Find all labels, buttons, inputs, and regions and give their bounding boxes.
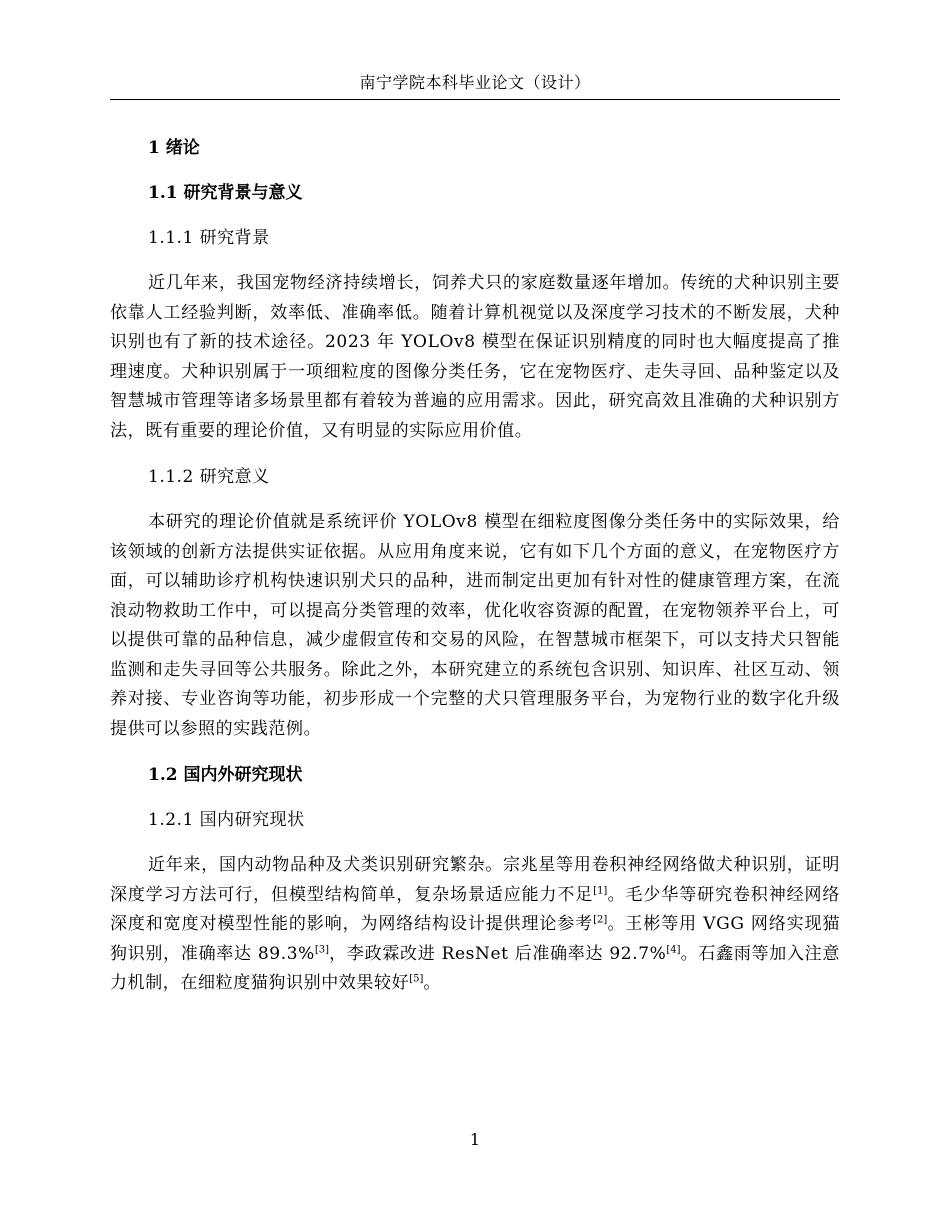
header-rule: [110, 99, 840, 100]
paragraph-research-background: 近几年来，我国宠物经济持续增长，饲养犬只的家庭数量逐年增加。传统的犬种识别主要依靠人工经验判断，效率低、准确率低。随着计算机视觉以及深度学习技术的不断发展，犬种识别也有了新的技术途径。2023 年 YOLOv8 模型在保证识别精度的同时也大幅度提高了推理速度。犬种识别属于一项细粒度的图像分类任务，它在宠物医疗、走失寻回、品种鉴定以及智慧城市管理等诸多场景里都有着较为普遍的应用需求。因此，研究高效且准确的犬种识别方法，既有重要的理论价值，又有明显的实际应用价值。: [110, 273, 840, 441]
paragraph-text-segment: 近年来，国内动物品种及犬类识别研究繁杂。宗兆星等用卷积神经网络做犬种识别，证明深度学习方法可行，但模型结构简单，复杂场景适应能力不足: [110, 855, 840, 905]
running-header: 南宁学院本科毕业论文（设计）: [359, 73, 591, 92]
citation-ref-4[interactable]: [4]: [666, 943, 681, 955]
section-heading-1-1: 1.1 研究背景与意义: [148, 183, 303, 203]
subsection-heading-1-1-1: 1.1.1 研究背景: [148, 228, 270, 248]
citation-ref-5[interactable]: [5]: [409, 973, 424, 985]
citation-ref-2[interactable]: [2]: [593, 914, 608, 926]
paragraph-domestic-research: [110, 851, 840, 999]
paragraph-text-segment: ，李政霖改进 ResNet 后准确率达 92.7%: [329, 943, 667, 964]
subsection-heading-1-1-2: 1.1.2 研究意义: [148, 467, 270, 487]
section-heading-1-2: 1.2 国内外研究现状: [148, 765, 303, 785]
subsection-heading-1-2-1: 1.2.1 国内研究现状: [148, 810, 305, 830]
chapter-heading: 1 绪论: [148, 138, 200, 158]
citation-ref-1[interactable]: [1]: [593, 884, 608, 896]
paragraph-text-segment: 。: [423, 973, 441, 993]
paragraph-research-significance: 本研究的理论价值就是系统评价 YOLOv8 模型在细粒度图像分类任务中的实际效果，给该领域的创新方法提供实证依据。从应用角度来说，它有如下几个方面的意义，在宠物医疗方面，可以辅助诊疗机构快速识别犬只的品种，进而制定出更加有针对性的健康管理方案，在流浪动物救助工作中，可以提高分类管理的效率，优化收容资源的配置，在宠物领养平台上，可以提供可靠的品种信息，减少虚假宣传和交易的风险，在智慧城市框架下，可以支持犬只智能监测和走失寻回等公共服务。除此之外，本研究建立的系统包含识别、知识库、社区互动、领养对接、专业咨询等功能，初步形成一个完整的犬只管理服务平台，为宠物行业的数字化升级提供可以参照的实践范例。: [110, 512, 840, 739]
page-number: 1: [469, 1130, 481, 1149]
page-content: [110, 134, 840, 1016]
paragraph-text-segment: 。王彬等用 VGG 网络实现猫狗识别，准确率达 89.3%: [110, 914, 840, 964]
citation-ref-3[interactable]: [3]: [314, 943, 330, 955]
paragraph-text-segment: 。毛少华等研究卷积神经网络深度和宽度对模型性能的影响，为网络结构设计提供理论参考: [110, 884, 840, 934]
paragraph-text-segment: 。石鑫雨等加入注意力机制，在细粒度猫狗识别中效果较好: [110, 943, 840, 993]
